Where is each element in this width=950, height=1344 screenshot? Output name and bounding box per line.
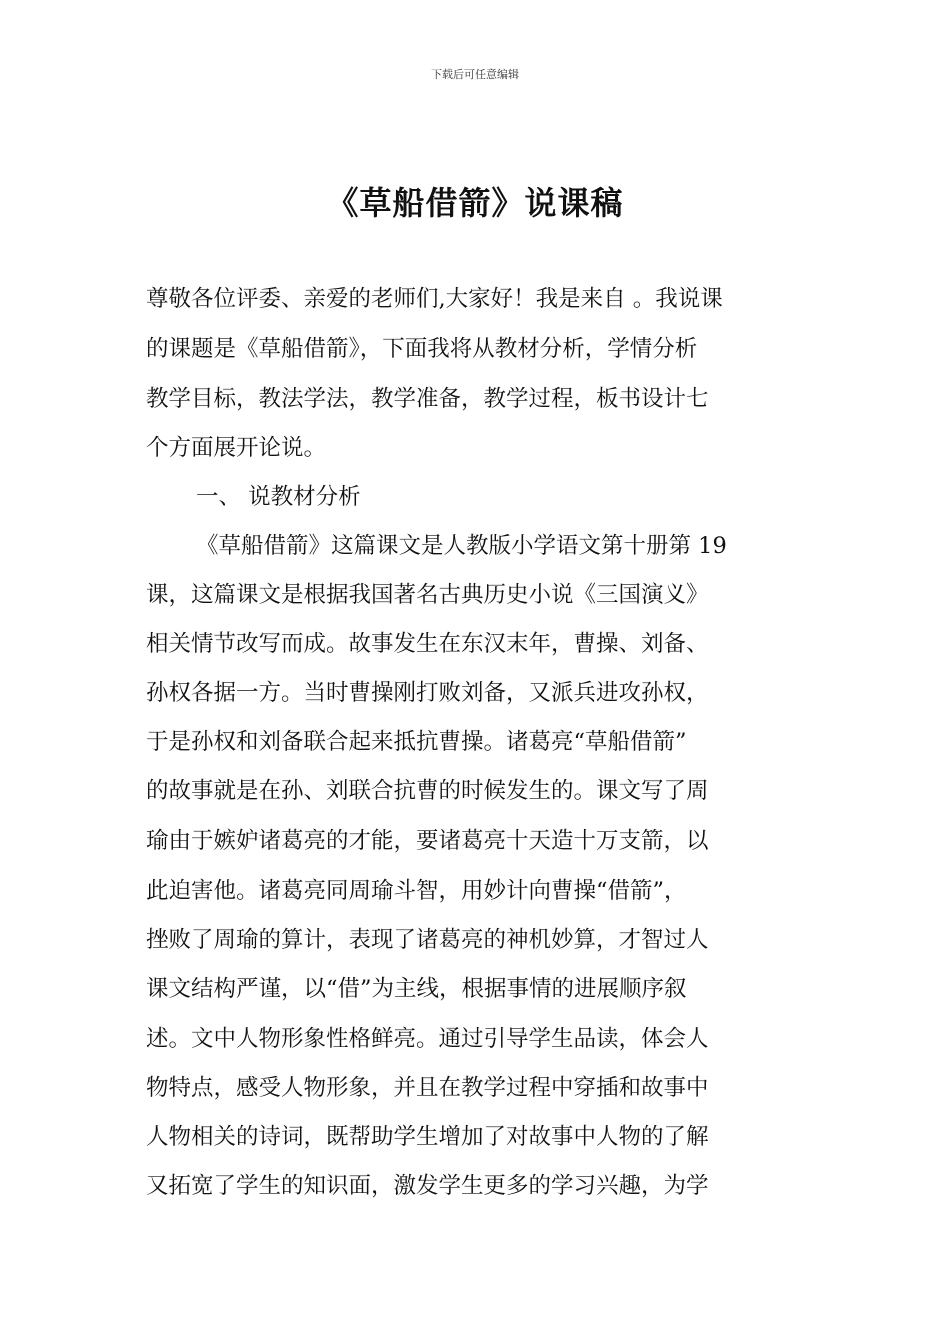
paragraph-line: 又拓宽了学生的知识面，激发学生更多的学习兴趣，为学 bbox=[146, 1173, 709, 1199]
section-heading: 一、 说教材分析 bbox=[196, 484, 361, 510]
page-header-note: 下载后可任意编辑 bbox=[431, 68, 519, 81]
paragraph-line: 课，这篇课文是根据我国著名古典历史小说《三国演义》 bbox=[146, 582, 709, 608]
paragraph-line: 相关情节改写而成。故事发生在东汉末年，曹操、刘备、 bbox=[146, 631, 709, 657]
paragraph-line: 课文结构严谨，以“借”为主线，根据事情的进展顺序叙 bbox=[146, 976, 687, 1002]
document-title: 《草船借箭》说课稿 bbox=[326, 184, 624, 222]
paragraph-line: 人物相关的诗词，既帮助学生增加了对故事中人物的了解 bbox=[146, 1124, 709, 1150]
paragraph-line: 于是孙权和刘备联合起来抵抗曹操。诸葛亮“草船借箭” bbox=[146, 729, 687, 755]
paragraph-line: 物特点，感受人物形象，并且在教学过程中穿插和故事中 bbox=[146, 1075, 709, 1101]
paragraph-line: 的故事就是在孙、刘联合抗曹的时候发生的。课文写了周 bbox=[146, 778, 709, 804]
paragraph-line: 教学目标，教法学法，教学准备，教学过程，板书设计七 bbox=[146, 386, 709, 412]
paragraph-line: 孙权各据一方。当时曹操刚打败刘备，又派兵进攻孙权， bbox=[146, 680, 709, 706]
paragraph-line: 尊敬各位评委、亲爱的老师们,大家好！我是来自 。我说课 bbox=[146, 286, 723, 312]
paragraph-line: 个方面展开论说。 bbox=[146, 435, 327, 461]
paragraph-line: 挫败了周瑜的算计，表现了诸葛亮的神机妙算，才智过人 bbox=[146, 927, 709, 953]
paragraph-line: 此迫害他。诸葛亮同周瑜斗智，用妙计向曹操“借箭”， bbox=[146, 878, 687, 904]
paragraph-line: 的课题是《草船借箭》，下面我将从教材分析，学情分析 bbox=[146, 336, 698, 362]
paragraph-line: 《草船借箭》这篇课文是人教版小学语文第十册第 19 bbox=[196, 533, 727, 559]
paragraph-line: 瑜由于嫉妒诸葛亮的才能，要诸葛亮十天造十万支箭，以 bbox=[146, 828, 709, 854]
paragraph-line: 述。文中人物形象性格鲜亮。通过引导学生品读，体会人 bbox=[146, 1026, 709, 1052]
